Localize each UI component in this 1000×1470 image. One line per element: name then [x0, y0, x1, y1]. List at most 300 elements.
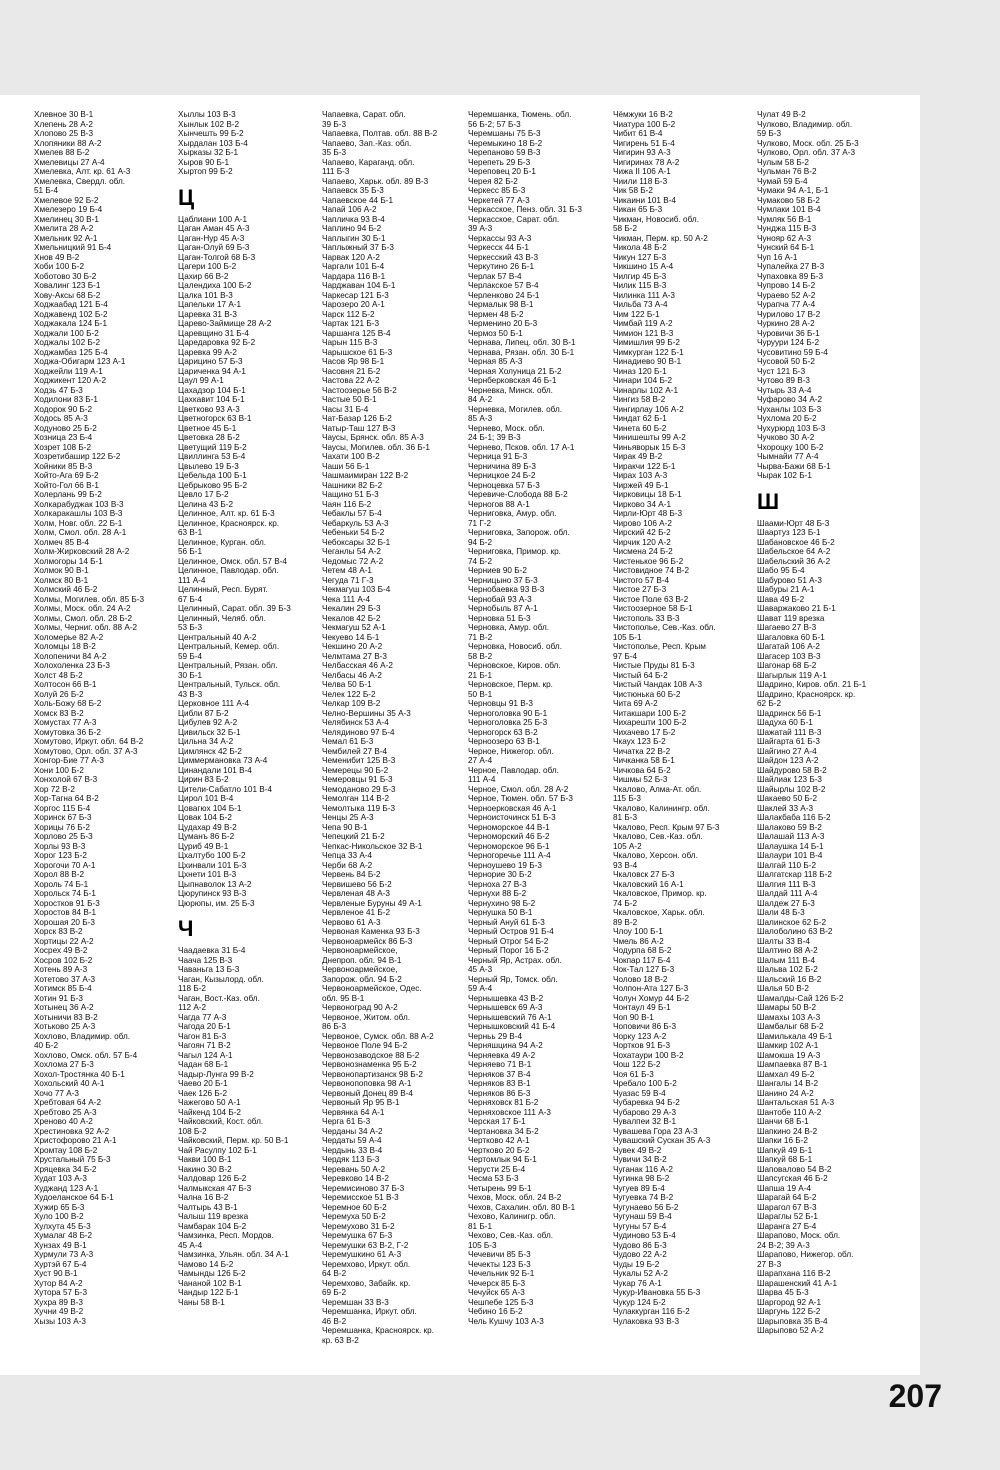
- index-entry: Черницыно 37 Б-3: [468, 575, 538, 585]
- index-entry: Чечельник 92 Б-1: [468, 1269, 535, 1278]
- index-entry: Червоное, Житом. обл.: [322, 1012, 411, 1022]
- index-entry: Днепроп. обл. 94 В-1: [322, 955, 402, 965]
- index-entry: Цаул 99 А-1: [178, 376, 224, 385]
- index-entry: Черный Яр, Астрах. обл.: [468, 955, 562, 965]
- index-entry: Хорог 123 Б-2: [34, 851, 87, 860]
- index-entry: Чичканка 58 Б-1: [613, 756, 675, 765]
- index-entry: Шапкуй 68 Б-1: [757, 1155, 813, 1164]
- index-entry: Чумлаки 101 В-4: [757, 205, 821, 214]
- index-entry: 45 А-3: [468, 965, 493, 974]
- index-entry: Чемал 61 Б-3: [322, 737, 374, 746]
- index-entry: Челва 50 Б-1: [322, 680, 372, 689]
- index-entry: Червоноармейск 86 Б-3: [322, 936, 413, 946]
- index-entry: Чулково, Орл. обл. 37 А-3: [757, 148, 856, 157]
- index-entry: Холст 48 Б-2: [34, 670, 83, 680]
- index-entry: Шагатай 106 А-2: [757, 642, 820, 651]
- index-entry: Чемерецы 90 Б-2: [322, 765, 389, 775]
- index-entry: Черемшанка, Красноярск. кр.: [322, 1326, 434, 1335]
- index-entry: 84 А-2: [468, 395, 493, 404]
- index-entry: 21 Б-1: [468, 670, 493, 680]
- index-entry: Чухурюрд 103 Б-3: [757, 423, 826, 433]
- index-entry: Черкесский 43 В-3: [468, 252, 539, 262]
- index-entry: Червишево 56 Б-2: [322, 879, 392, 889]
- index-entry: Чистополье, Сев.-Каз. обл.: [613, 623, 716, 632]
- index-entry: Черевиче-Слобода 88 Б-2: [468, 490, 568, 499]
- index-entry: Чамово 14 Б-2: [178, 1259, 234, 1269]
- index-entry: Холомцы 18 В-2: [34, 642, 96, 651]
- index-entry: Чаши 56 Б-1: [322, 461, 370, 471]
- index-entry: Шайдурово 58 В-2: [757, 765, 827, 775]
- index-entry: Шайдон 123 А-2: [757, 756, 819, 765]
- index-entry: Чехов, Сахалин. обл. 80 В-1: [468, 1202, 576, 1212]
- index-entry: Чистое Поле 63 В-2: [613, 594, 689, 604]
- index-entry: Цветногорск 63 В-1: [178, 414, 252, 423]
- index-entry: Черниев 90 Б-2: [468, 566, 527, 575]
- index-entry: Чудово 22 А-2: [613, 1250, 667, 1259]
- index-entry: Червоноармейское, Одес.: [322, 984, 422, 993]
- index-entry: Чекалин 29 Б-3: [322, 604, 381, 613]
- index-entry: Чукур-Ивановка 55 Б-3: [613, 1288, 701, 1297]
- index-entry: Чувашский Сускан 35 А-3: [613, 1136, 711, 1145]
- index-entry: Чолун Хомур 44 Б-2: [613, 993, 690, 1003]
- index-entry: Хлевное 30 В-1: [34, 110, 94, 119]
- index-entry: Чиили 118 Б-3: [613, 176, 668, 186]
- index-entry: Черная Холуница 21 Б-2: [468, 366, 562, 376]
- index-entry: Чермен 48 Б-2: [468, 309, 524, 319]
- index-entry: Целинное, Курган. обл.: [178, 537, 267, 547]
- index-entry: Центральный, Рязан. обл.: [178, 661, 278, 670]
- index-entry: 24 В-2; 39 А-3: [757, 1240, 810, 1250]
- index-entry: Чисмена 24 Б-2: [613, 547, 673, 556]
- index-entry: 59 Б-3: [757, 129, 782, 138]
- index-entry: Чапай 106 А-2: [322, 205, 377, 214]
- index-entry: Чагда 77 А-3: [178, 1012, 227, 1022]
- index-entry: Шайырлы 102 В-2: [757, 784, 826, 794]
- index-entry: Цибли 87 Б-2: [178, 708, 229, 718]
- index-entry: Шаами-Юрт 48 Б-3: [757, 518, 830, 528]
- index-entry: Чистовидное 74 В-2: [613, 566, 690, 575]
- index-entry: Чаваньга 13 Б-3: [178, 965, 240, 974]
- index-entry: Шабурово 51 А-3: [757, 575, 822, 585]
- index-entry: Цаган Аман 45 А-3: [178, 224, 250, 233]
- index-entry: Чесма 53 Б-3: [468, 1174, 519, 1183]
- index-entry: Черное, Тюмен. обл. 57 Б-3: [468, 794, 573, 803]
- index-entry: Чирли-Юрт 48 Б-3: [613, 509, 683, 518]
- index-entry: Цинандали 101 В-4: [178, 765, 252, 775]
- index-entry: Чкалово, Калинингр. обл.: [613, 803, 710, 813]
- index-entry: Шабановское 46 Б-2: [757, 537, 835, 547]
- index-entry: Чернышевский 76 А-1: [468, 1012, 552, 1022]
- index-entry: Челкар 109 В-2: [322, 699, 381, 708]
- index-entry: Чулым 58 Б-2: [757, 157, 809, 167]
- index-entry: Червоноармейское,: [322, 946, 398, 955]
- index-entry: Чернобаевка 93 В-3: [468, 585, 545, 594]
- index-entry: Черлак 57 В-4: [468, 271, 522, 281]
- index-column-1: [34, 110, 172, 1326]
- index-entry: Чумай 59 Б-4: [757, 176, 808, 186]
- index-entry: Чистое 27 Б-3: [613, 585, 667, 594]
- index-entry: Черногов 88 А-1: [468, 499, 530, 509]
- index-entry: Чернорие 30 Б-2: [468, 870, 532, 879]
- index-entry: Черданы 34 А-2: [322, 1126, 383, 1136]
- index-entry: Чкалово, Алма-Ат. обл.: [613, 784, 702, 794]
- index-entry: Черниговка, Запорож. обл.: [468, 528, 570, 537]
- index-entry: 67 Б-4: [178, 594, 203, 604]
- index-entry: 86 Б-3: [322, 1022, 347, 1031]
- index-entry: Цаган-Нур 45 А-3: [178, 233, 245, 243]
- index-entry: Шагасер 103 В-3: [757, 651, 821, 661]
- index-entry: 39 Б-3: [322, 119, 347, 129]
- index-entry: Цирин 83 Б-2: [178, 775, 229, 784]
- index-entry: 46 В-2: [322, 1316, 347, 1326]
- index-entry: Холмогоры 14 Б-1: [34, 556, 103, 566]
- index-entry: Чудово 86 Б-3: [613, 1240, 667, 1250]
- index-entry: Шарапово, Моск. обл.: [757, 1231, 841, 1240]
- index-entry: Хони 100 Б-2: [34, 765, 84, 775]
- index-entry: Чернава, Рязан. обл. 30 Б-1: [468, 347, 575, 357]
- index-entry: Хребтово 25 А-3: [34, 1107, 97, 1117]
- index-entry: Хорогочи 70 А-1: [34, 860, 96, 870]
- index-entry: Чикун 127 Б-3: [613, 252, 667, 262]
- index-entry: Черная 85 А-3: [468, 357, 523, 366]
- index-entry: Червленые Буруны 49 А-1: [322, 898, 422, 908]
- index-entry: Черновка, Амур. обл.: [468, 623, 550, 632]
- index-entry: Чкаух 123 Б-2: [613, 737, 666, 746]
- index-entry: Чирчик 120 А-2: [613, 537, 671, 547]
- index-entry: 111 А-4: [468, 775, 496, 784]
- index-entry: Хохольский 40 А-1: [34, 1079, 105, 1088]
- index-entry: Чамынды 126 Б-2: [178, 1269, 246, 1278]
- index-entry: Чалтырь 43 В-1: [178, 1202, 238, 1212]
- index-entry: Часы 31 Б-4: [322, 404, 369, 414]
- index-entry: Черкассы 93 А-3: [468, 233, 532, 243]
- index-entry: Чечерск 85 Б-3: [468, 1278, 526, 1288]
- index-entry: Шайгино 27 А-4: [757, 746, 817, 756]
- index-entry: Чульман 76 В-2: [757, 167, 817, 176]
- index-entry: Чагыл 124 А-1: [178, 1050, 233, 1060]
- index-entry: Хорск 83 В-2: [34, 927, 83, 936]
- index-entry: Ходжакала 124 Б-1: [34, 319, 108, 328]
- index-entry: Цители-Сабатло 101 В-4: [178, 784, 273, 794]
- index-entry: Чирский 42 Б-2: [613, 528, 671, 537]
- index-entry: Чалыш 119 врезка: [178, 1212, 249, 1221]
- index-entry: Чмель 86 А-2: [613, 936, 664, 946]
- index-entry: Черемыкино 18 Б-2: [468, 138, 543, 148]
- index-entry: Челмтама 27 В-3: [322, 651, 387, 661]
- index-entry: Шарапово, Нижегор. обл.: [757, 1250, 854, 1259]
- index-entry: Шалаушка 14 Б-1: [757, 841, 824, 851]
- index-entry: Шалоболино 63 В-2: [757, 927, 833, 936]
- index-entry: Чаплыгин 30 Б-1: [322, 233, 386, 243]
- index-entry: Чаплыжный 37 Б-3: [322, 243, 394, 252]
- index-entry: Черея 82 Б-2: [468, 176, 518, 186]
- index-entry: Чихачево 17 Б-2: [613, 727, 676, 737]
- index-entry: Хуст 90 В-1: [34, 1269, 78, 1278]
- index-entry: Чакви 100 В-1: [178, 1155, 232, 1164]
- index-entry: Шагаево 27 В-3: [757, 623, 817, 632]
- index-entry: Чадыр-Лунга 99 В-2: [178, 1069, 254, 1079]
- index-entry: Чунский 64 Б-1: [757, 243, 815, 252]
- index-entry: Чистоозерное 58 Б-1: [613, 604, 693, 613]
- index-entry: Цаган-Олуй 69 Б-3: [178, 243, 250, 252]
- index-entry: Цвиллинга 53 Б-4: [178, 452, 246, 461]
- index-entry: Чонтаул 49 Б-1: [613, 1003, 671, 1012]
- index-entry: Черноцевка 57 Б-3: [468, 480, 540, 490]
- index-entry: Чулат 49 В-2: [757, 110, 806, 119]
- index-entry: Черемуха 50 Б-2: [322, 1212, 386, 1221]
- index-entry: Чагон 81 Б-3: [178, 1031, 227, 1041]
- index-entry: Хряцевка 34 Б-2: [34, 1164, 97, 1174]
- index-entry: Чадан 68 Б-1: [178, 1060, 229, 1069]
- index-entry: Черновское, Киров. обл.: [468, 661, 561, 670]
- index-entry: Чупрово 14 Б-2: [757, 281, 816, 290]
- index-entry: Хужир 65 Б-3: [34, 1202, 85, 1212]
- index-entry: Чакино 30 В-2: [178, 1164, 232, 1174]
- index-entry: Хомутовка 36 Б-2: [34, 727, 101, 737]
- index-entry: Цевло 17 Б-2: [178, 490, 229, 499]
- index-entry: Хороль 74 Б-1: [34, 879, 89, 889]
- index-entry: Черньь 29 В-4: [468, 1031, 523, 1041]
- index-entry: Чигирин 93 А-3: [613, 148, 671, 157]
- index-entry: Чугуев 89 Б-4: [613, 1183, 665, 1193]
- index-entry: Шарагай 64 Б-2: [757, 1193, 817, 1202]
- index-entry: Чумляк 56 В-1: [757, 214, 812, 224]
- index-entry: Чекалов 42 Б-2: [322, 613, 381, 623]
- index-entry: Цхалтубо 100 Б-2: [178, 851, 246, 860]
- index-entry: Хорлово 25 Б-3: [34, 832, 93, 841]
- index-entry: Чувашева Гора 23 А-3: [613, 1126, 698, 1136]
- index-entry: 81 Б-1: [468, 1221, 493, 1231]
- index-entry: Чиньяворык 15 Б-3: [613, 442, 686, 452]
- index-entry: Чулаковка 93 В-3: [613, 1316, 679, 1326]
- index-entry: Холмы, Могилев. обл. 85 Б-3: [34, 594, 145, 604]
- index-entry: Хутор 84 А-2: [34, 1278, 83, 1288]
- index-entry: Чулково, Моск. обл. 25 Б-3: [757, 138, 859, 148]
- index-entry: Чертково 42 А-1: [468, 1136, 530, 1145]
- index-entry: Ходилони 83 Б-1: [34, 395, 98, 404]
- index-entry: Ходжаабад 121 Б-4: [34, 300, 108, 309]
- index-entry: Чырак 102 Б-1: [757, 471, 812, 480]
- index-entry: Чагоян 71 В-2: [178, 1041, 231, 1050]
- index-entry: Чичатка 22 В-2: [613, 746, 671, 756]
- index-entry: Частоозерье 56 В-2: [322, 385, 397, 395]
- index-entry: Чека 111 А-4: [322, 594, 371, 604]
- index-entry: Чаган, Вост.-Каз. обл.: [178, 993, 260, 1003]
- index-entry: Цапельки 17 А-1: [178, 300, 242, 309]
- index-entry: Чугунаево 56 Б-2: [613, 1202, 679, 1212]
- index-entry: Чехово, Сев.-Каз. обл.: [468, 1231, 554, 1240]
- index-entry: Чермоз 50 Б-1: [468, 328, 523, 338]
- index-entry: Шапсугская 46 Б-2: [757, 1174, 828, 1183]
- index-entry: Цаган-Толгой 68 Б-3: [178, 252, 256, 262]
- index-entry: Черкутино 26 Б-1: [468, 262, 535, 271]
- index-entry: Чепецкий 21 Б-2: [322, 832, 385, 841]
- index-entry: Чаусы, Могилев. обл. 36 Б-1: [322, 442, 430, 452]
- index-entry: Чупаховка 89 Б-3: [757, 271, 824, 281]
- index-entry: Шайгарта 61 Б-3: [757, 737, 820, 746]
- index-entry: Шадуха 60 Б-1: [757, 718, 813, 727]
- index-entry: Челек 122 Б-2: [322, 689, 376, 699]
- index-entry: Чертановка 34 Б-2: [468, 1126, 539, 1136]
- index-entry: Чиракчи 122 Б-1: [613, 461, 676, 471]
- index-entry: Чепа 90 В-1: [322, 822, 368, 832]
- index-entry: 64 В-2: [322, 1269, 347, 1278]
- index-entry: Хоргос 115 Б-4: [34, 803, 91, 813]
- index-entry: Чапаевское 44 Б-1: [322, 195, 393, 205]
- index-entry: Чикола 48 Б-2: [613, 243, 667, 252]
- index-entry: 111 Б-3: [322, 167, 350, 176]
- index-entry: Чумаки 94 А-1, Б-1: [757, 186, 829, 195]
- index-entry: Чулково, Владимир. обл.: [757, 119, 853, 129]
- index-entry: Цудахар 49 В-2: [178, 822, 237, 832]
- index-entry: Цаблиани 100 А-1: [178, 214, 248, 224]
- index-entry: Чукур 124 Б-2: [613, 1297, 666, 1307]
- index-entry: Хотыничи 83 В-2: [34, 1012, 98, 1022]
- index-entry: Чинишешты 99 А-2: [613, 433, 686, 442]
- index-entry: Цебрыково 95 Б-2: [178, 480, 247, 490]
- index-entry: Шалакбаба 116 Б-2: [757, 813, 831, 822]
- index-entry: Шаартуз 123 Б-1: [757, 528, 821, 537]
- index-entry: Чаача 125 В-3: [178, 955, 233, 965]
- index-entry: Черное, Павлодар. обл.: [468, 765, 559, 775]
- index-entry: Цыпнаволок 13 А-2: [178, 879, 252, 889]
- index-entry: 97 Б-4: [613, 651, 638, 661]
- index-entry: Чаны 58 В-1: [178, 1297, 225, 1307]
- index-entry: Хорол 88 В-2: [34, 870, 85, 879]
- index-entry: Черленково 24 Б-1: [468, 290, 540, 300]
- index-entry: Чистюнька 60 Б-2: [613, 689, 681, 699]
- index-entry: Цильна 34 А-2: [178, 737, 234, 746]
- index-entry: Шабельское 64 А-2: [757, 547, 831, 556]
- index-entry: Шангалы 14 В-2: [757, 1079, 818, 1088]
- index-entry: Хромтау 108 Б-2: [34, 1145, 98, 1155]
- index-entry: Чекмагуш 52 А-1: [322, 623, 386, 632]
- index-entry: Холтосон 66 В-1: [34, 680, 97, 689]
- index-entry: Черняево 71 В-1: [468, 1060, 532, 1069]
- index-entry: Хрустальный 75 Б-3: [34, 1155, 111, 1164]
- index-entry: Хырдалан 103 Б-4: [178, 138, 248, 148]
- index-entry: Шарагол 67 В-3: [757, 1202, 817, 1212]
- index-entry: Чукар 76 А-1: [613, 1278, 662, 1288]
- index-entry: Холуй 26 Б-2: [34, 689, 84, 699]
- index-entry: Шампаевка 87 В-1: [757, 1060, 828, 1069]
- index-entry: Чернобыль 87 А-1: [468, 604, 538, 613]
- index-entry: Черемисское 51 В-3: [322, 1193, 399, 1202]
- index-entry: Чухлома 20 Б-2: [757, 414, 817, 423]
- index-entry: Шамахы 103 А-3: [757, 1012, 821, 1022]
- index-entry: Шамокша 19 А-3: [757, 1050, 821, 1060]
- index-entry: Хнов 49 В-2: [34, 252, 80, 262]
- index-entry: Чохатаури 100 В-2: [613, 1050, 684, 1060]
- index-entry: Хынчешть 99 Б-2: [178, 129, 244, 138]
- index-entry: 85 А-3: [468, 414, 493, 423]
- index-entry: Чимбай 119 А-2: [613, 319, 673, 328]
- index-entry: Цхинвали 101 Б-3: [178, 860, 247, 870]
- index-entry: Хозница 23 Б-4: [34, 433, 93, 442]
- index-entry: Чешпебе 125 Б-3: [468, 1297, 534, 1307]
- index-entry: Цуманъ 86 Б-2: [178, 832, 235, 841]
- index-entry: Чирково 34 А-1: [613, 499, 672, 509]
- index-entry: Ходзь 47 Б-3: [34, 385, 83, 395]
- index-entry: Чкаловск 27 Б-3: [613, 870, 675, 879]
- index-entry: Чечуйск 65 А-3: [468, 1288, 525, 1297]
- index-entry: Шантальская 51 А-3: [757, 1098, 835, 1107]
- index-entry: Цюрюпы, им. 25 Б-3: [178, 898, 255, 908]
- index-entry: Чуровичи 36 Б-1: [757, 328, 820, 338]
- index-entry: Чуруури 124 Б-2: [757, 338, 820, 347]
- section-letter: Ш: [757, 488, 780, 514]
- index-entry: Хучни 49 В-2: [34, 1307, 84, 1316]
- index-entry: 62 Б-2: [757, 699, 782, 708]
- index-entry: Черкетей 77 А-3: [468, 195, 530, 205]
- index-entry: Чарвак 120 А-2: [322, 252, 380, 262]
- index-entry: Шалаково 59 В-2: [757, 822, 822, 832]
- index-entry: Хырказы 32 Б-1: [178, 148, 239, 157]
- index-entry: Черновское, Перм. кр.: [468, 680, 553, 689]
- index-entry: Шамхал 49 Б-2: [757, 1069, 815, 1079]
- index-entry: Чикман, Перм. кр. 50 А-2: [613, 233, 708, 243]
- index-entry: Чаусы, Брянск. обл. 85 А-3: [322, 433, 424, 442]
- index-entry: 59 А-4: [468, 984, 493, 993]
- index-entry: Ховалинг 123 Б-1: [34, 281, 101, 290]
- index-entry: Частые 50 В-1: [322, 395, 377, 404]
- index-entry: Шава 49 Б-2: [757, 594, 805, 604]
- index-entry: 89 В-2: [613, 917, 638, 927]
- index-entry: Чырва-Бажи 68 Б-1: [757, 461, 831, 471]
- index-entry: Чехово, Калинигр. обл.: [468, 1212, 556, 1221]
- index-entry: Шамбалыг 68 Б-2: [757, 1022, 824, 1031]
- index-entry: Чай Расулпу 102 Б-1: [178, 1145, 257, 1155]
- index-entry: Чаргали 101 Б-4: [322, 262, 385, 271]
- index-entry: 58 Б-2: [613, 224, 638, 233]
- index-entry: Целинный, Сарат. обл. 39 Б-3: [178, 604, 291, 613]
- index-entry: Шалтино 88 А-2: [757, 946, 818, 955]
- index-entry: Черняховское 111 А-3: [468, 1107, 551, 1117]
- index-entry: Черняков 83 В-1: [468, 1079, 531, 1088]
- index-entry: Черное, Смол. обл. 28 А-2: [468, 784, 569, 794]
- index-entry: Шарыповка 35 В-4: [757, 1316, 828, 1326]
- index-entry: 50 В-1: [468, 689, 493, 699]
- index-entry: Чечекты 123 Б-3: [468, 1259, 531, 1269]
- index-entry: Хумалаг 48 Б-2: [34, 1231, 93, 1240]
- index-entry: Хмелевка, Свердл. обл.: [34, 176, 126, 186]
- index-entry: Чорку 123 А-2: [613, 1031, 667, 1041]
- index-entry: Черепаново 59 В-3: [468, 148, 541, 157]
- index-entry: Чоя 61 Б-3: [613, 1069, 654, 1079]
- index-entry: Хомск 83 В-2: [34, 708, 84, 718]
- index-entry: Центральный, Тульск. обл.: [178, 680, 281, 689]
- index-entry: Чална 16 В-2: [178, 1193, 229, 1202]
- index-entry: Чинари 104 Б-2: [613, 376, 673, 385]
- index-entry: Чоповичи 86 Б-3: [613, 1022, 677, 1031]
- index-entry: 74 Б-2: [613, 898, 638, 908]
- index-entry: Черноерковская 46 А-1: [468, 803, 557, 813]
- index-entry: Черноморское 44 В-1: [468, 822, 550, 832]
- index-entry: Часов Яр 98 Б-1: [322, 357, 385, 366]
- index-entry: Чекуево 14 Б-1: [322, 632, 380, 642]
- index-entry: Шараглы 52 Б-1: [757, 1212, 818, 1221]
- index-entry: 105 А-2: [613, 841, 642, 851]
- index-entry: 69 Б-2: [322, 1288, 347, 1297]
- index-entry: Холкарабуджак 103 В-3: [34, 499, 124, 509]
- index-entry: Чуганак 116 А-2: [613, 1164, 673, 1174]
- index-entry: Хребтовая 64 А-2: [34, 1098, 102, 1107]
- index-entry: Ходось 85 А-3: [34, 414, 88, 423]
- index-entry: Чембилей 27 В-4: [322, 746, 388, 756]
- index-entry: Черняков 86 Б-3: [468, 1088, 531, 1098]
- index-entry: Запорож. обл. 94 Б-2: [322, 974, 402, 984]
- index-entry: обл. 95 В-1: [322, 993, 365, 1003]
